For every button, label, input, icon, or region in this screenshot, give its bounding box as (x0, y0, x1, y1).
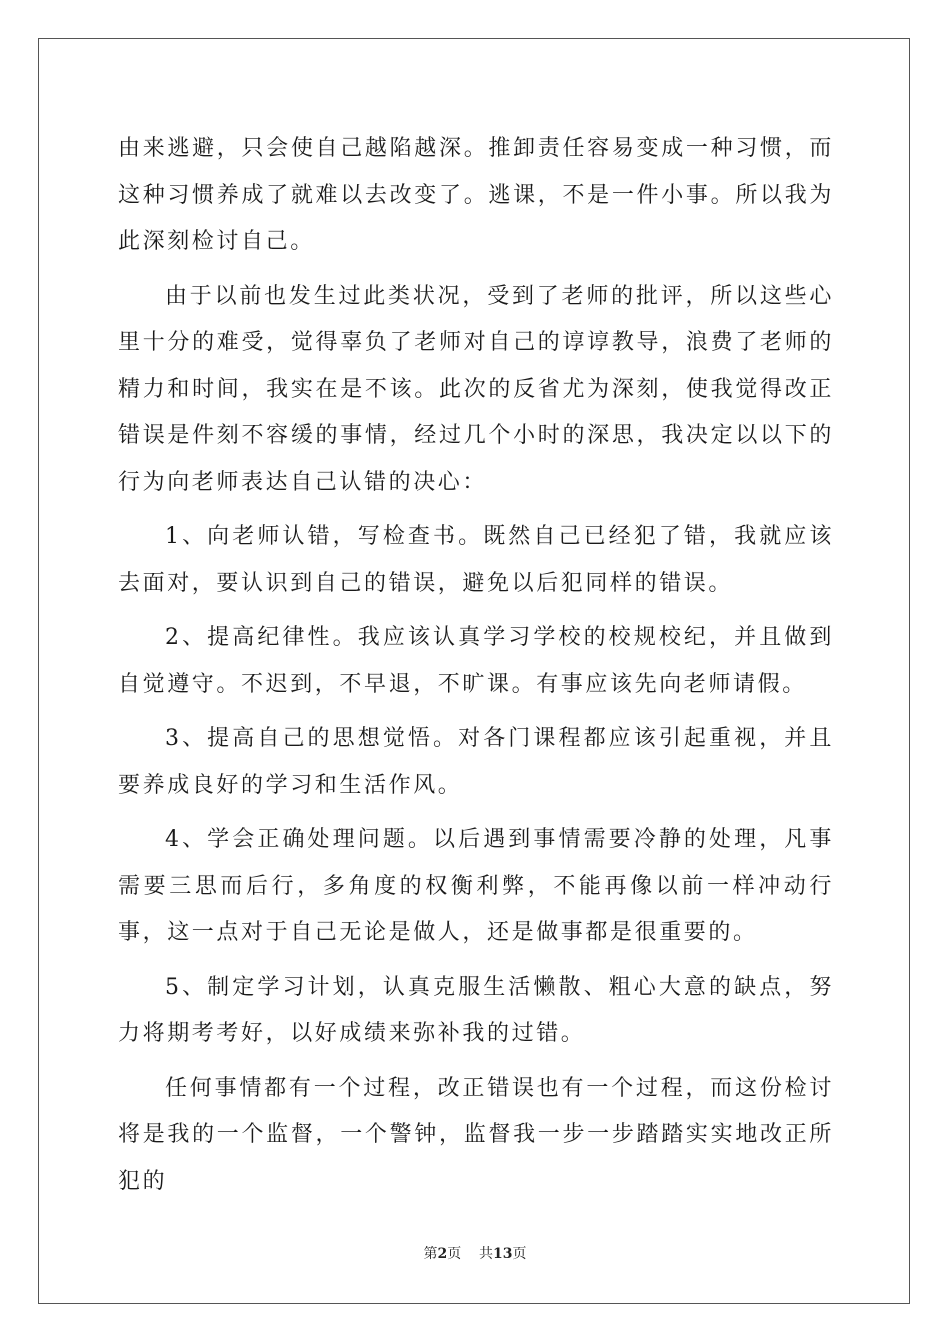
total-prefix: 共 (479, 1246, 494, 1262)
total-suffix: 页 (512, 1246, 527, 1262)
list-item: 4、学会正确处理问题。以后遇到事情需要冷静的处理，凡事需要三思而后行，多角度的权衡利弊，不能再像以前一样冲动行事，这一点对于自己无论是做人，还是做事都是很重要的。 (118, 827, 834, 945)
page-prefix: 第 (423, 1246, 438, 1262)
page-suffix: 页 (447, 1246, 462, 1262)
list-item: 5、制定学习计划，认真克服生活懒散、粗心大意的缺点，努力将期考考好，以好成绩来弥补我的过错。 (118, 974, 834, 1046)
paragraph: 由于以前也发生过此类状况，受到了老师的批评，所以这些心里十分的难受，觉得辜负了老师对自己的谆谆教导，浪费了老师的精力和时间，我实在是不该。此次的反省尤为深刻，使我觉得改正错误是件刻不容缓的事情，经过几个小时的深思，我决定以以下的行为向老师表达自己认错的决心： (118, 283, 834, 495)
list-item: 2、提高纪律性。我应该认真学习学校的校规校纪，并且做到自觉遵守。不迟到，不早退，不旷课。有事应该先向老师请假。 (118, 625, 834, 697)
paragraph: 任何事情都有一个过程，改正错误也有一个过程，而这份检讨将是我的一个监督，一个警钟，监督我一步一步踏踏实实地改正所犯的 (118, 1075, 834, 1194)
document-body (118, 126, 834, 1213)
page-footer (0, 1245, 950, 1263)
list-item: 3、提高自己的思想觉悟。对各门课程都应该引起重视，并且要养成良好的学习和生活作风。 (118, 726, 834, 798)
page-current: 2 (437, 1246, 448, 1262)
list-item: 1、向老师认错，写检查书。既然自己已经犯了错，我就应该去面对，要认识到自己的错误，避免以后犯同样的错误。 (118, 524, 834, 596)
paragraph-continuation: 由来逃避，只会使自己越陷越深。推卸责任容易变成一种习惯，而这种习惯养成了就难以去改变了。逃课，不是一件小事。所以我为此深刻检讨自己。 (118, 136, 834, 254)
page-total: 13 (493, 1246, 513, 1262)
